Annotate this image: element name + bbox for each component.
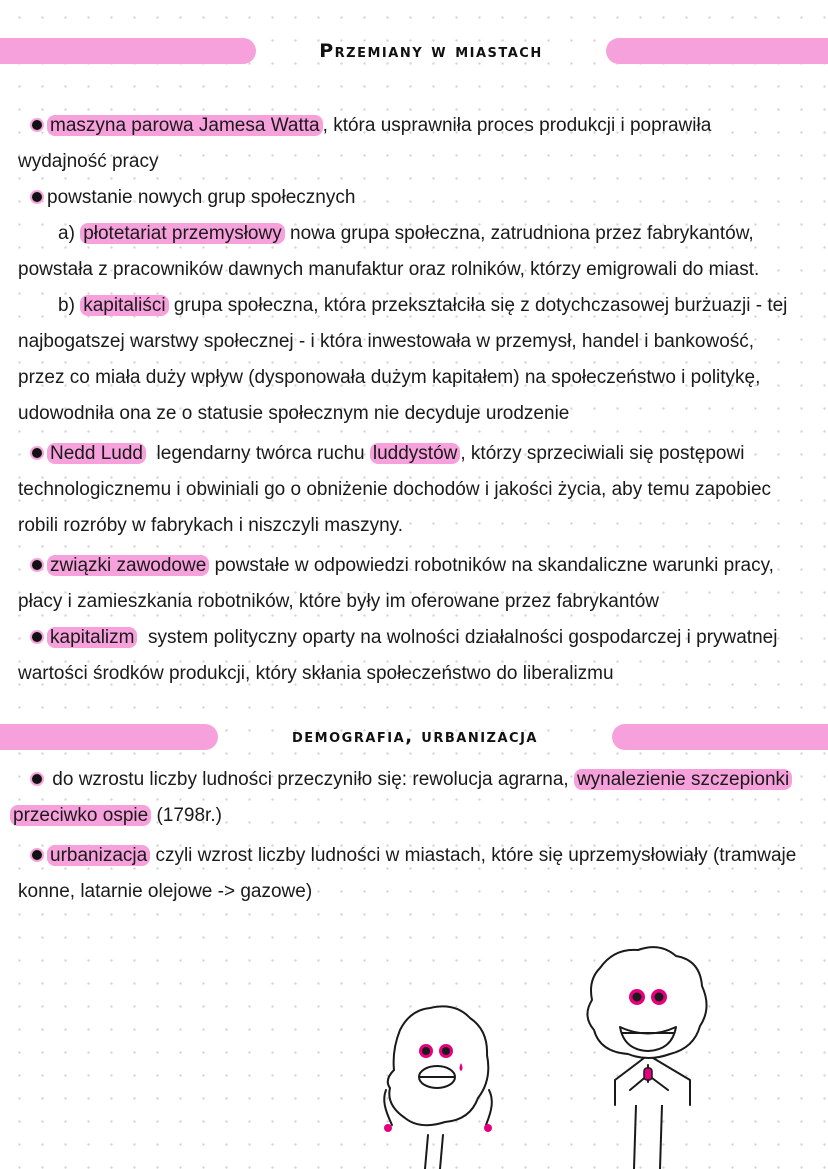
key-term: kapitalizm bbox=[47, 627, 137, 648]
key-term: urbanizacja bbox=[47, 845, 150, 866]
note-line bbox=[30, 838, 828, 874]
note-text: robili rozróby w fabrykach i niszczyli maszyny. bbox=[18, 515, 404, 536]
note-text: system polityczny oparty na wolności działalności gospodarczej i prywatnej bbox=[137, 627, 778, 648]
note-line bbox=[18, 508, 818, 544]
key-term: wynalezienie szczepionki bbox=[574, 769, 792, 790]
note-line bbox=[18, 584, 818, 620]
note-text: powstanie nowych grup społecznych bbox=[47, 187, 356, 208]
bullet-icon bbox=[30, 630, 44, 644]
note-line bbox=[18, 324, 818, 360]
cartoon-figure-left bbox=[384, 1006, 492, 1169]
header-pill-right bbox=[612, 724, 828, 750]
note-text: wartości środków produkcji, który skłania społeczeństwo do liberalizmu bbox=[18, 663, 614, 684]
note-line bbox=[30, 108, 828, 144]
note-text: grupa społeczna, która przekształciła się z dotychczasowej burżuazji - tej bbox=[168, 295, 788, 316]
note-line bbox=[30, 180, 828, 216]
note-text: płacy i zamieszkania robotników, które były im oferowane przez fabrykantów bbox=[18, 591, 660, 612]
note-line bbox=[58, 288, 828, 324]
note-line bbox=[10, 798, 810, 834]
note-line bbox=[30, 548, 828, 584]
section-title: Przemiany w miastach bbox=[319, 40, 543, 62]
bullet-icon bbox=[30, 848, 44, 862]
note-line bbox=[30, 620, 828, 656]
key-term: przeciwko ospie bbox=[10, 805, 151, 826]
note-line bbox=[58, 216, 828, 252]
cartoon-figure-right bbox=[587, 947, 706, 1169]
note-line bbox=[30, 436, 828, 472]
note-text: przez co miała duży wpływ (dysponowała dużym kapitałem) na społeczeństwo i politykę, bbox=[18, 367, 761, 388]
key-term: maszyna parowa Jamesa Watta bbox=[47, 115, 323, 136]
note-line bbox=[18, 874, 818, 910]
note-text: , która usprawniła proces produkcji i poprawiła bbox=[322, 115, 712, 136]
note-line bbox=[18, 144, 818, 180]
note-text: (1798r.) bbox=[151, 805, 222, 826]
key-term: Nedd Ludd bbox=[47, 443, 146, 464]
note-text: legendarny twórca ruchu bbox=[145, 443, 370, 464]
bullet-icon bbox=[30, 190, 44, 204]
note-text: powstałe w odpowiedzi robotników na skandaliczne warunki pracy, bbox=[209, 555, 774, 576]
key-term: luddystów bbox=[370, 443, 461, 464]
note-text: nowa grupa społeczna, zatrudniona przez fabrykantów, bbox=[284, 223, 754, 244]
note-text: konne, latarnie olejowe -> gazowe) bbox=[18, 881, 313, 902]
cartoon-doodles bbox=[0, 930, 828, 1169]
key-term: związki zawodowe bbox=[47, 555, 209, 576]
note-line bbox=[18, 396, 818, 432]
note-text: najbogatszej warstwy społecznej - i która inwestowała w przemysł, handel i bankowość, bbox=[18, 331, 755, 352]
key-term: kapitaliści bbox=[80, 295, 168, 316]
note-line bbox=[30, 762, 828, 798]
header-pill-right bbox=[606, 38, 828, 64]
note-text: do wzrostu liczby ludności przeczyniło się: rewolucja agrarna, bbox=[47, 769, 574, 790]
note-line bbox=[18, 472, 818, 508]
note-text: technologicznemu i obwiniali go o obniżenie dochodów i jakości życia, aby temu zapobiec bbox=[18, 479, 772, 500]
key-term: płotetariat przemysłowy bbox=[80, 223, 285, 244]
note-line bbox=[18, 252, 818, 288]
bullet-icon bbox=[30, 772, 44, 786]
note-text: wydajność pracy bbox=[18, 151, 159, 172]
note-text: , którzy sprzeciwiali się postępowi bbox=[460, 443, 745, 464]
list-marker: b) bbox=[58, 295, 75, 316]
header-pill-left bbox=[0, 724, 218, 750]
note-line bbox=[18, 360, 818, 396]
section-title: demografia, urbanizacja bbox=[292, 726, 538, 747]
bullet-icon bbox=[30, 558, 44, 572]
list-marker: a) bbox=[58, 223, 75, 244]
section-header-bar bbox=[0, 38, 828, 64]
note-text: powstała z pracowników dawnych manufaktur oraz rolników, którzy emigrowali do miast. bbox=[18, 259, 760, 280]
note-text: czyli wzrost liczby ludności w miastach, które się uprzemysłowiały (tramwaje bbox=[150, 845, 797, 866]
bullet-icon bbox=[30, 118, 44, 132]
note-line bbox=[18, 656, 818, 692]
header-pill-left bbox=[0, 38, 256, 64]
bullet-icon bbox=[30, 446, 44, 460]
note-text: udowodniła ona ze o statusie społecznym nie decyduje urodzenie bbox=[18, 403, 570, 424]
section-header-bar bbox=[0, 724, 828, 750]
